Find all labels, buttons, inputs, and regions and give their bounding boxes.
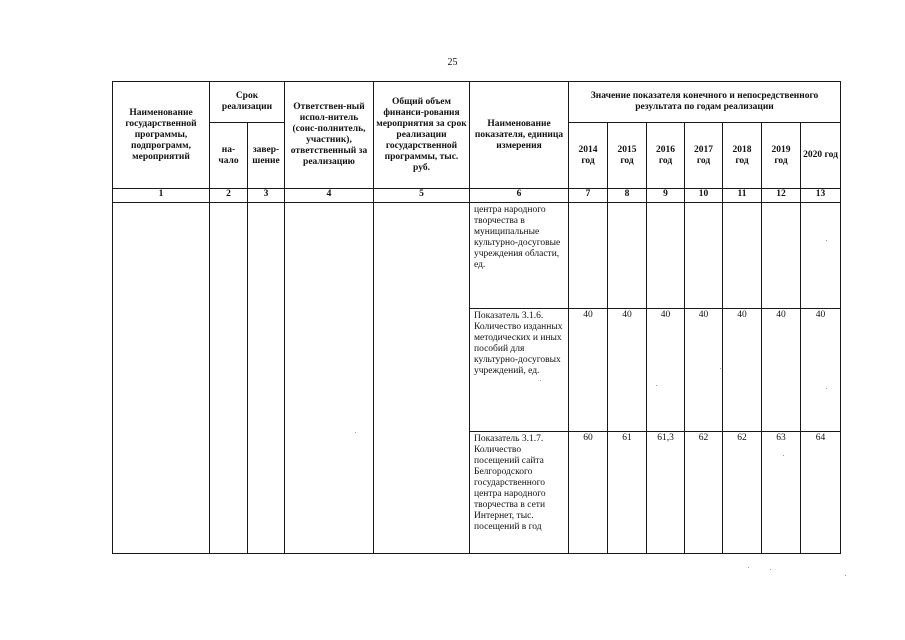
header-year-2018: 2018 год [723,123,762,189]
header-end: завер-шение [248,123,285,189]
scan-speck [783,455,784,456]
header-year-2019: 2019 год [762,123,801,189]
header-year-2016: 2016 год [647,123,685,189]
header-values-by-year: Значение показателя конечного и непосредственного результата по годам реализации [569,82,841,123]
value-cell: 40 [608,309,647,432]
value-cell: 40 [723,309,762,432]
scan-speck [770,569,771,570]
funding-cell [374,203,470,554]
column-number: 13 [801,189,841,203]
column-number: 9 [647,189,685,203]
header-year-2015: 2015 год [608,123,647,189]
start-cell [210,203,248,554]
header-responsible: Ответствен-ный испол-нитель (соис-полнитель, участник), ответственный за реализацию [285,82,374,189]
column-number: 11 [723,189,762,203]
column-number: 4 [285,189,374,203]
header-program-name: Наименование государственной программы, подпрограмм, мероприятий [113,82,210,189]
header-period: Срок реализации [210,82,285,123]
header-indicator: Наименование показателя, единица измерения [470,82,569,189]
header-row-top [113,82,841,123]
value-cell: 63 [762,432,801,554]
scan-speck [656,385,657,386]
header-year-2014: 2014 год [569,123,608,189]
scan-speck [720,368,721,369]
value-cell: 61 [608,432,647,554]
header-year-2017: 2017 год [685,123,723,189]
value-cell: 64 [801,432,841,554]
column-number: 2 [210,189,248,203]
column-number: 6 [470,189,569,203]
scan-speck [826,240,827,241]
indicator-table [112,81,841,554]
scan-speck [540,380,541,381]
column-number: 7 [569,189,608,203]
value-cell [569,203,608,309]
value-cell: 62 [685,432,723,554]
program-name-cell [113,203,210,554]
indicator-name: центра народного творчества в муниципальные культурно-досуговые учреждения области, ед. [470,203,569,309]
value-cell [762,203,801,309]
table-row [113,203,841,309]
value-cell: 40 [762,309,801,432]
value-cell [647,203,685,309]
column-number: 10 [685,189,723,203]
column-number-row [113,189,841,203]
page-number: 25 [447,57,458,68]
column-number: 3 [248,189,285,203]
column-number: 8 [608,189,647,203]
header-year-2020: 2020 год [801,123,841,189]
scan-speck [355,432,356,433]
value-cell [723,203,762,309]
column-number: 1 [113,189,210,203]
value-cell: 40 [801,309,841,432]
header-funding: Общий объем финанси-рования мероприятия за срок реализации государственной программы, тыс. руб. [374,82,470,189]
scan-speck [748,567,749,568]
scan-speck [826,388,827,389]
value-cell [685,203,723,309]
header-start: на-чало [210,123,248,189]
scan-speck [845,575,846,576]
value-cell: 40 [685,309,723,432]
column-number: 12 [762,189,801,203]
indicator-name: Показатель 3.1.7. Количество посещений сайта Белгородского государственного центра народного творчества в сети Интернет, тыс. посещений в год [470,432,569,554]
indicator-name: Показатель 3.1.6. Количество изданных методических и иных пособий для культурно-досуговых учреждений, ед. [470,309,569,432]
value-cell [801,203,841,309]
responsible-cell [285,203,374,554]
value-cell: 62 [723,432,762,554]
value-cell: 40 [569,309,608,432]
value-cell: 61,3 [647,432,685,554]
column-number: 5 [374,189,470,203]
value-cell [608,203,647,309]
value-cell: 40 [647,309,685,432]
value-cell: 60 [569,432,608,554]
end-cell [248,203,285,554]
